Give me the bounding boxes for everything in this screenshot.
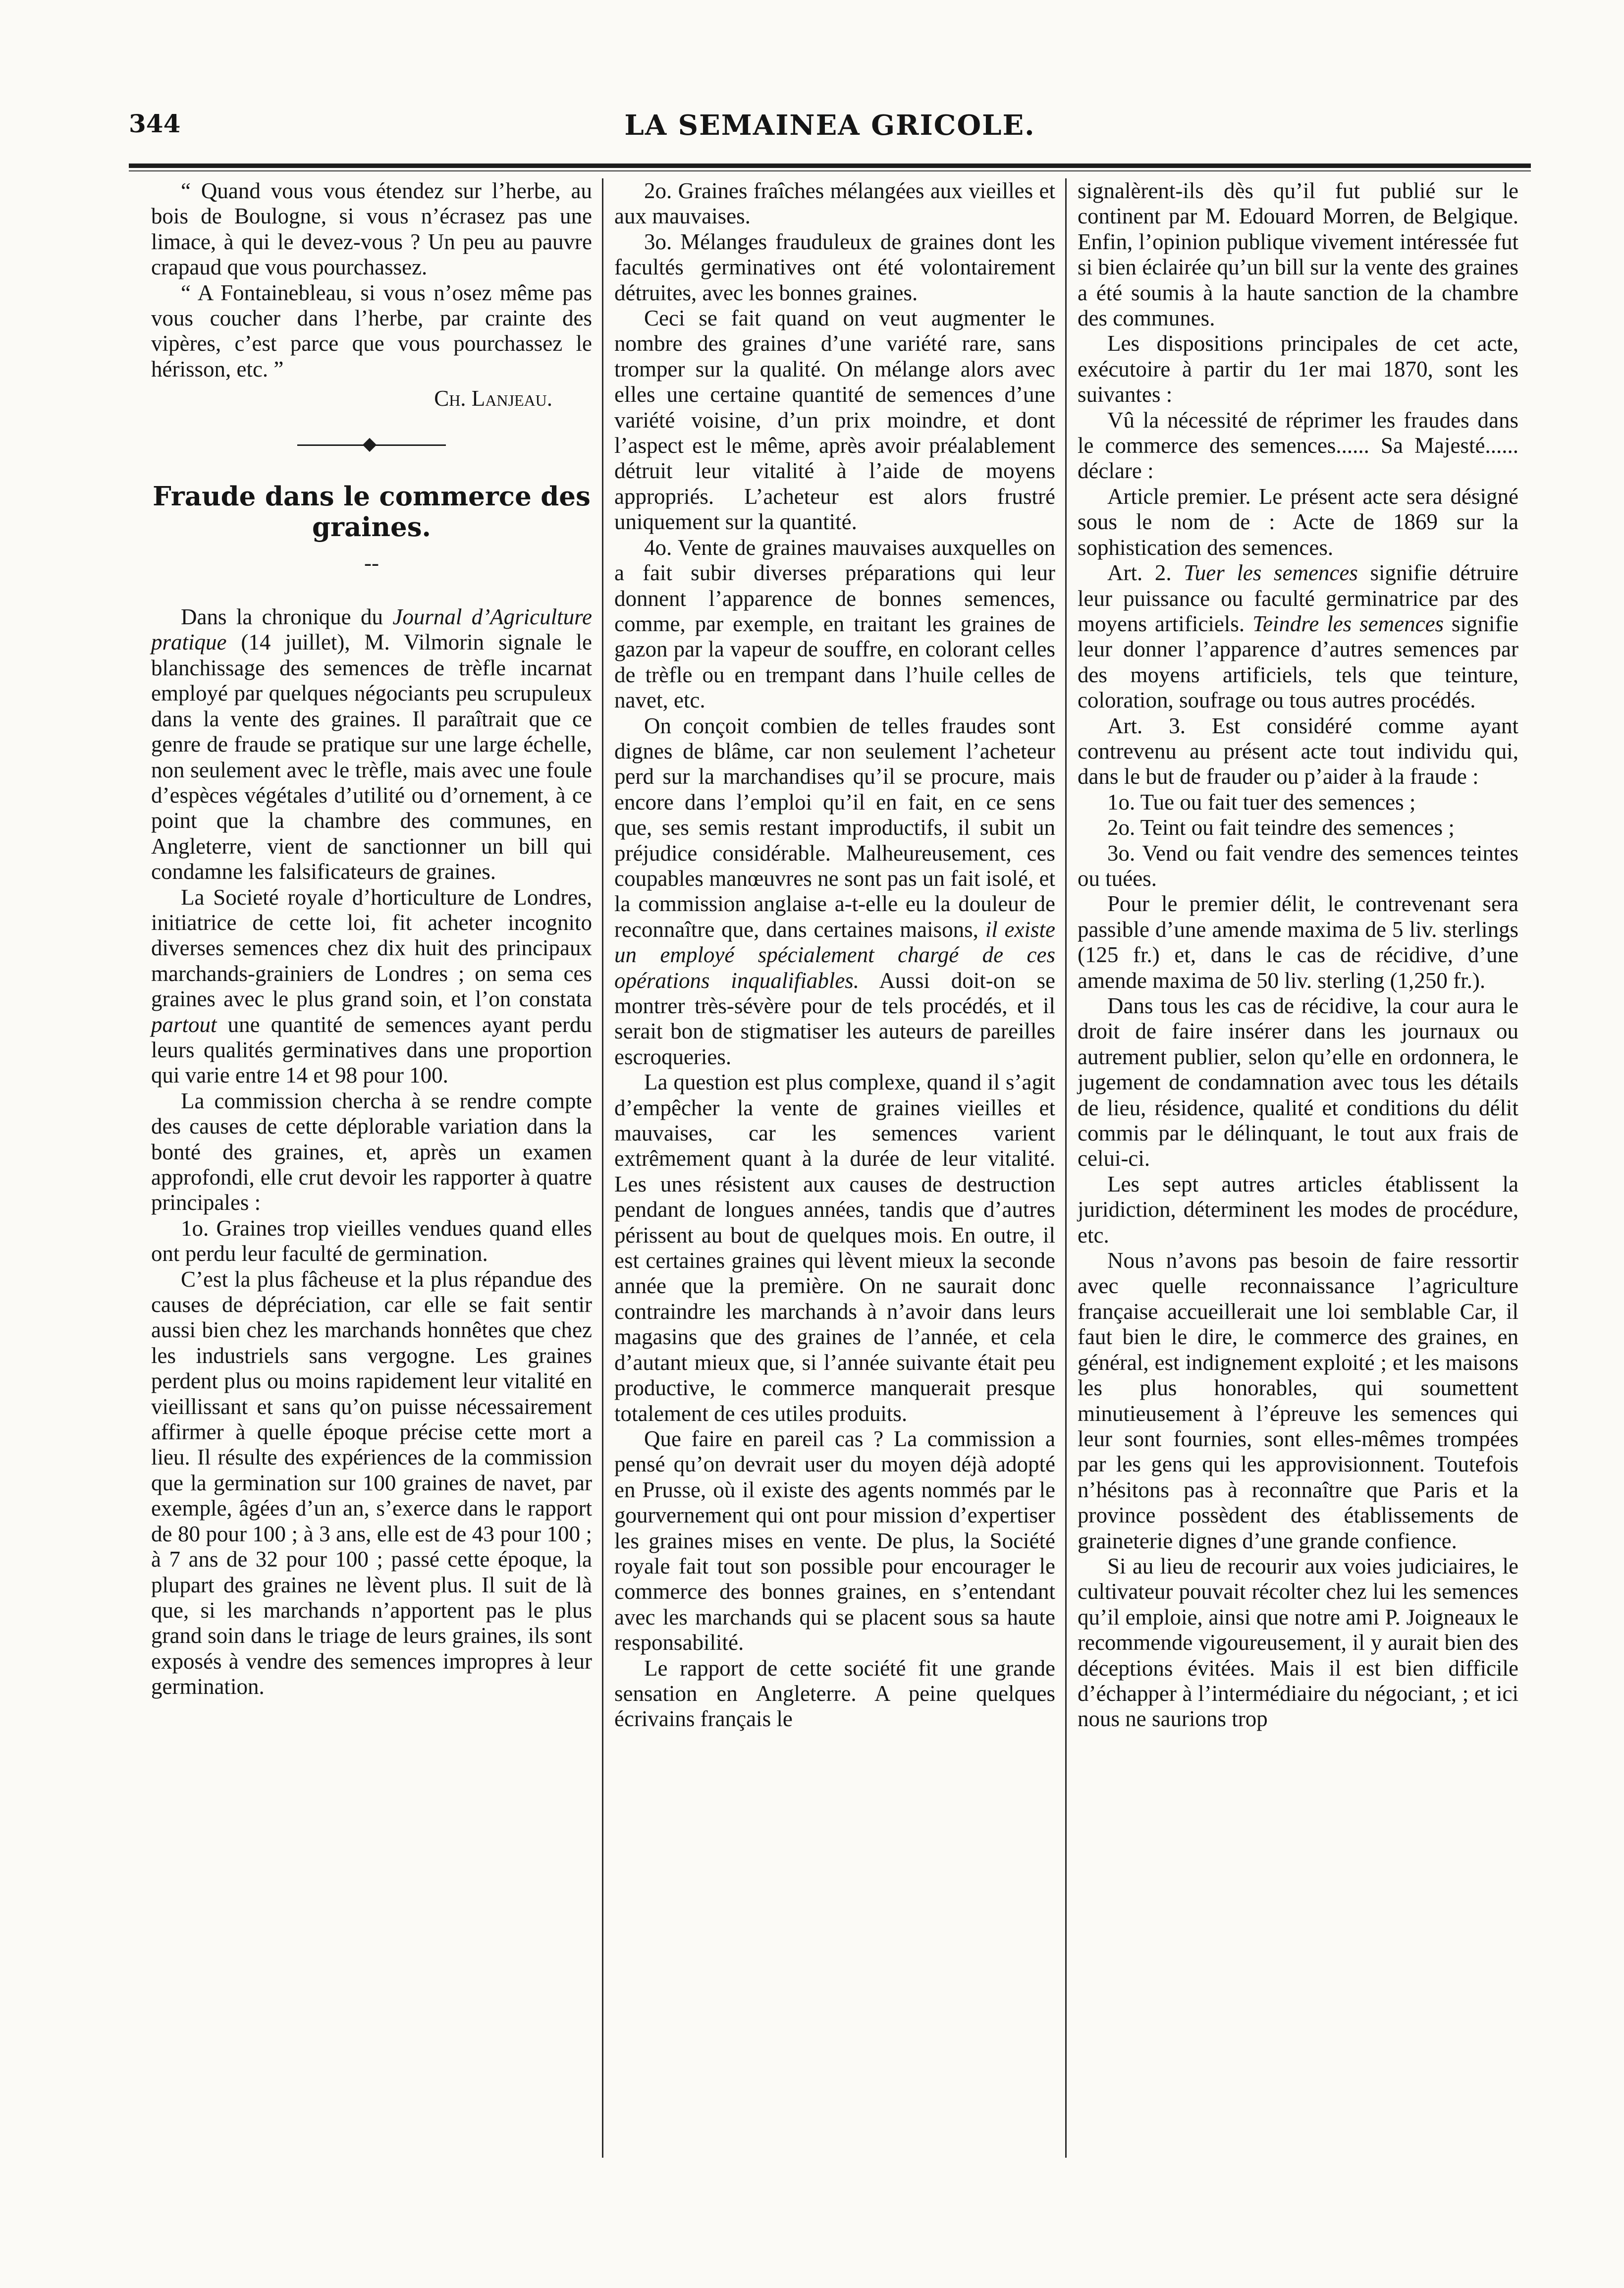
column-2 [614, 178, 1055, 1732]
paragraph: Dans la chronique du Journal d’Agriculture pratique (14 juillet), M. Vilmorin signale le blanchissage des semences de trèfle incarnat employé par quelques négociants peu scrupuleux dans la vente des graines. Il paraîtrait que ce genre de fraude se pratique sur une large échelle, non seulement avec le trèfle, mais avec une foule d’espèces végétales d’utilité ou d’ornement, à ce point que la chambre des communes, en Angleterre, vient de sanctionner un bill qui condamne les falsificateurs de graines. [151, 604, 592, 884]
header-rule-thin [129, 170, 1531, 171]
running-title: LA SEMAINEA GRICOLE. [624, 109, 1035, 142]
paragraph: Vû la nécessité de réprimer les fraudes dans le commerce des semences...... Sa Majesté...... déclare : [1078, 407, 1518, 484]
paragraph: “ A Fontainebleau, si vous n’osez même pas vous coucher dans l’herbe, par crainte des vipères, c’est parce que vous pourchassez le hérisson, etc. ” [151, 280, 592, 381]
paragraph: 1o. Graines trop vieilles vendues quand elles ont perdu leur faculté de germination. [151, 1215, 592, 1266]
paragraph: Que faire en pareil cas ? La commission a pensé qu’on devrait user du moyen déjà adopté en Prusse, où il existe des agents nommés par le gourvernement qui ont pour mission d’expertiser les graines mises en vente. De plus, la Société royale fait tout son possible pour encourager le commerce des bonnes graines, en s’entendant avec les marchands qui se placent sous sa haute responsabilité. [614, 1426, 1055, 1655]
column-divider [1065, 178, 1067, 2158]
article-title: Fraude dans le commerce des graines. [153, 481, 591, 543]
journal-title: Journal d’Agriculture pratique [151, 604, 592, 655]
paragraph: C’est la plus fâcheuse et la plus répandue des causes de dépréciation, car elle se fait sentir aussi bien chez les marchands honnêtes que chez les industriels sans vergogne. Les graines perdent plus ou moins rapidement leur vitalité en vieillissant et sans qu’on puisse nécessairement affirmer à quelle époque précise cette mort a lieu. Il résulte des expériences de la commission que la germination sur 100 graines de navet, par exemple, âgées d’un an, s’exerce dans le rapport de 80 pour 100 ; à 3 ans, elle est de 43 pour 100 ; à 7 ans de 32 pour 100 ; passé cette époque, la plupart des graines ne lèvent plus. Il suit de là que, si les marchands n’apportent pas le plus grand soin dans le triage de leurs graines, ils sont exposés à vendre des semences impropres à leur germination. [151, 1266, 592, 1699]
page-number: 344 [129, 109, 181, 138]
ornament-divider [297, 439, 446, 451]
paragraph: On conçoit combien de telles fraudes sont dignes de blâme, car non seulement l’acheteur perd sur la marchandises qu’il se procure, mais encore dans l’emploi qu’il en fait, en ce sens que, ses semis restant improductifs, il subit un préjudice considérable. Malheureusement, ces coupables manœuvres ne sont pas un fait isolé, et la commission anglaise a-t-elle eu la douleur de reconnaître que, dans certaines maisons, il existe un employé spécialement chargé de ces opérations inqualifiables. Aussi doit-on se montrer très-sévère pour de tels procédés, et il serait bon de stigmatiser les auteurs de pareilles escroqueries. [614, 713, 1055, 1069]
paragraph: Art. 2. Tuer les semences signifie détruire leur puissance ou faculté germinatrice par des moyens artificiels. Teindre les semences signifie leur donner l’apparence d’autres semences par des moyens artificiels, tels que teinture, coloration, soufrage ou tous autres procédés. [1078, 560, 1518, 713]
paragraph: Dans tous les cas de récidive, la cour aura le droit de faire insérer dans les journaux ou autrement publier, selon qu’elle en ordonnera, le jugement de condamnation avec tous les détails de lieu, résidence, qualité et conditions du délit commis par le délinquant, le tout aux frais de celui-ci. [1078, 993, 1518, 1171]
column-3 [1078, 178, 1518, 1732]
paragraph: signalèrent-ils dès qu’il fut publié sur le continent par M. Edouard Morren, de Belgique. Enfin, l’opinion publique vivement intéressée fut si bien éclairée qu’un bill sur la vente des graines a été soumis à la haute sanction de la chambre des communes. [1078, 178, 1518, 331]
paragraph: Art. 3. Est considéré comme ayant contrevenu au présent acte tout individu qui, dans le but de frauder ou p’aider à la fraude : [1078, 713, 1518, 789]
paragraph: 4o. Vente de graines mauvaises auxquelles on a fait subir diverses préparations qui leur donnent l’apparence de bonnes semences, comme, par exemple, en traitant les graines de gazon par la vapeur de souffre, en colorant celles de trèfle ou en trempant dans l’huile celles de navet, etc. [614, 535, 1055, 713]
paragraph: Les dispositions principales de cet acte, exécutoire à partir du 1er mai 1870, sont les suivantes : [1078, 331, 1518, 407]
title-dash: -- [364, 550, 379, 575]
paragraph: Le rapport de cette société fit une grande sensation en Angleterre. A peine quelques écrivains français le [614, 1655, 1055, 1732]
header-rule [129, 163, 1531, 168]
column-1 [151, 178, 592, 1700]
paragraph: 3o. Vend ou fait vendre des semences teintes ou tuées. [1078, 840, 1518, 891]
paragraph: 3o. Mélanges frauduleux de graines dont les facultés germinatives ont été volontairement détruites, avec les bonnes graines. [614, 229, 1055, 305]
paragraph: Article premier. Le présent acte sera désigné sous le nom de : Acte de 1869 sur la sophistication des semences. [1078, 484, 1518, 560]
column-divider [602, 178, 603, 2158]
paragraph: “ Quand vous vous étendez sur l’herbe, au bois de Boulogne, si vous n’écrasez pas une limace, à qui le devez-vous ? Un peu au pauvre crapaud que vous pourchassez. [151, 178, 592, 280]
paragraph: Les sept autres articles établissent la juridiction, déterminent les modes de procédure, etc. [1078, 1171, 1518, 1248]
paragraph: La question est plus complexe, quand il s’agit d’empêcher la vente de graines vieilles et mauvaises, car les semences varient extrêmement quant à la durée de leur vitalité. Les unes résistent aux causes de destruction pendant de longues années, tandis que d’autres périssent au bout de quelques mois. En outre, il est certaines graines qui lèvent mieux la seconde année que la première. On ne saurait donc contraindre les marchands à n’avoir dans leurs magasins que des graines de l’année, et cela d’autant mieux que, si l’année suivante était peu productive, le commerce manquerait presque totalement de ces utiles produits. [614, 1070, 1055, 1426]
paragraph: Nous n’avons pas besoin de faire ressortir avec quelle reconnaissance l’agriculture française accueillerait une loi semblable Car, il faut bien le dire, le commerce des graines, en général, est indignement exploité ; et les maisons les plus honorables, qui soumettent minutieusement à l’épreuve les semences qui leur sont fournies, sont elles-mêmes trompées par les gens qui les approvisionnent. Toutefois n’hésitons pas à reconnaître que Paris et la province possèdent des établissements de graineterie dignes d’une grande confience. [1078, 1248, 1518, 1553]
paragraph: La Societé royale d’horticulture de Londres, initiatrice de cette loi, fit acheter incognito diverses semences chez dix huit des principaux marchands-grainiers de Londres ; on sema ces graines avec le plus grand soin, et l’on constata partout une quantité de semences ayant perdu leurs qualités germinatives dans une proportion qui varie entre 14 et 98 pour 100. [151, 884, 592, 1088]
paragraph: La commission chercha à se rendre compte des causes de cette déplorable variation dans la bonté des graines, et, après un examen approfondi, elle crut devoir les rapporter à quatre principales : [151, 1088, 592, 1215]
paragraph: Ceci se fait quand on veut augmenter le nombre des graines d’une variété rare, sans tromper sur la qualité. On mélange alors avec elles une certaine quantité de semences d’une variété voisine, d’un prix moindre, et dont l’aspect est le même, après avoir préalablement détruit leur vitalité à l’aide de moyens appropriés. L’acheteur est alors frustré uniquement sur la quantité. [614, 306, 1055, 535]
paragraph: 1o. Tue ou fait tuer des semences ; [1107, 789, 1416, 815]
paragraph: 2o. Teint ou fait teindre des semences ; [1107, 815, 1455, 840]
page-header [129, 109, 1531, 149]
paragraph: Pour le premier délit, le contrevenant sera passible d’une amende maxima de 5 liv. sterlings (125 fr.) et, dans le cas de récidive, d’une amende maxima de 50 liv. sterling (1,250 fr.). [1078, 891, 1518, 993]
signature: Ch. Lanjeau. [434, 386, 552, 411]
paragraph: Si au lieu de recourir aux voies judiciaires, le cultivateur pouvait récolter chez lui les semences qu’il emploie, ainsi que notre ami P. Joigneaux le recommende vigoureusement, il y aurait bien des déceptions évitées. Mais il est bien difficile d’échapper à l’intermédiaire du négociant, ; et ici nous ne saurions trop [1078, 1553, 1518, 1732]
paragraph: 2o. Graines fraîches mélangées aux vieilles et aux mauvaises. [614, 178, 1055, 229]
